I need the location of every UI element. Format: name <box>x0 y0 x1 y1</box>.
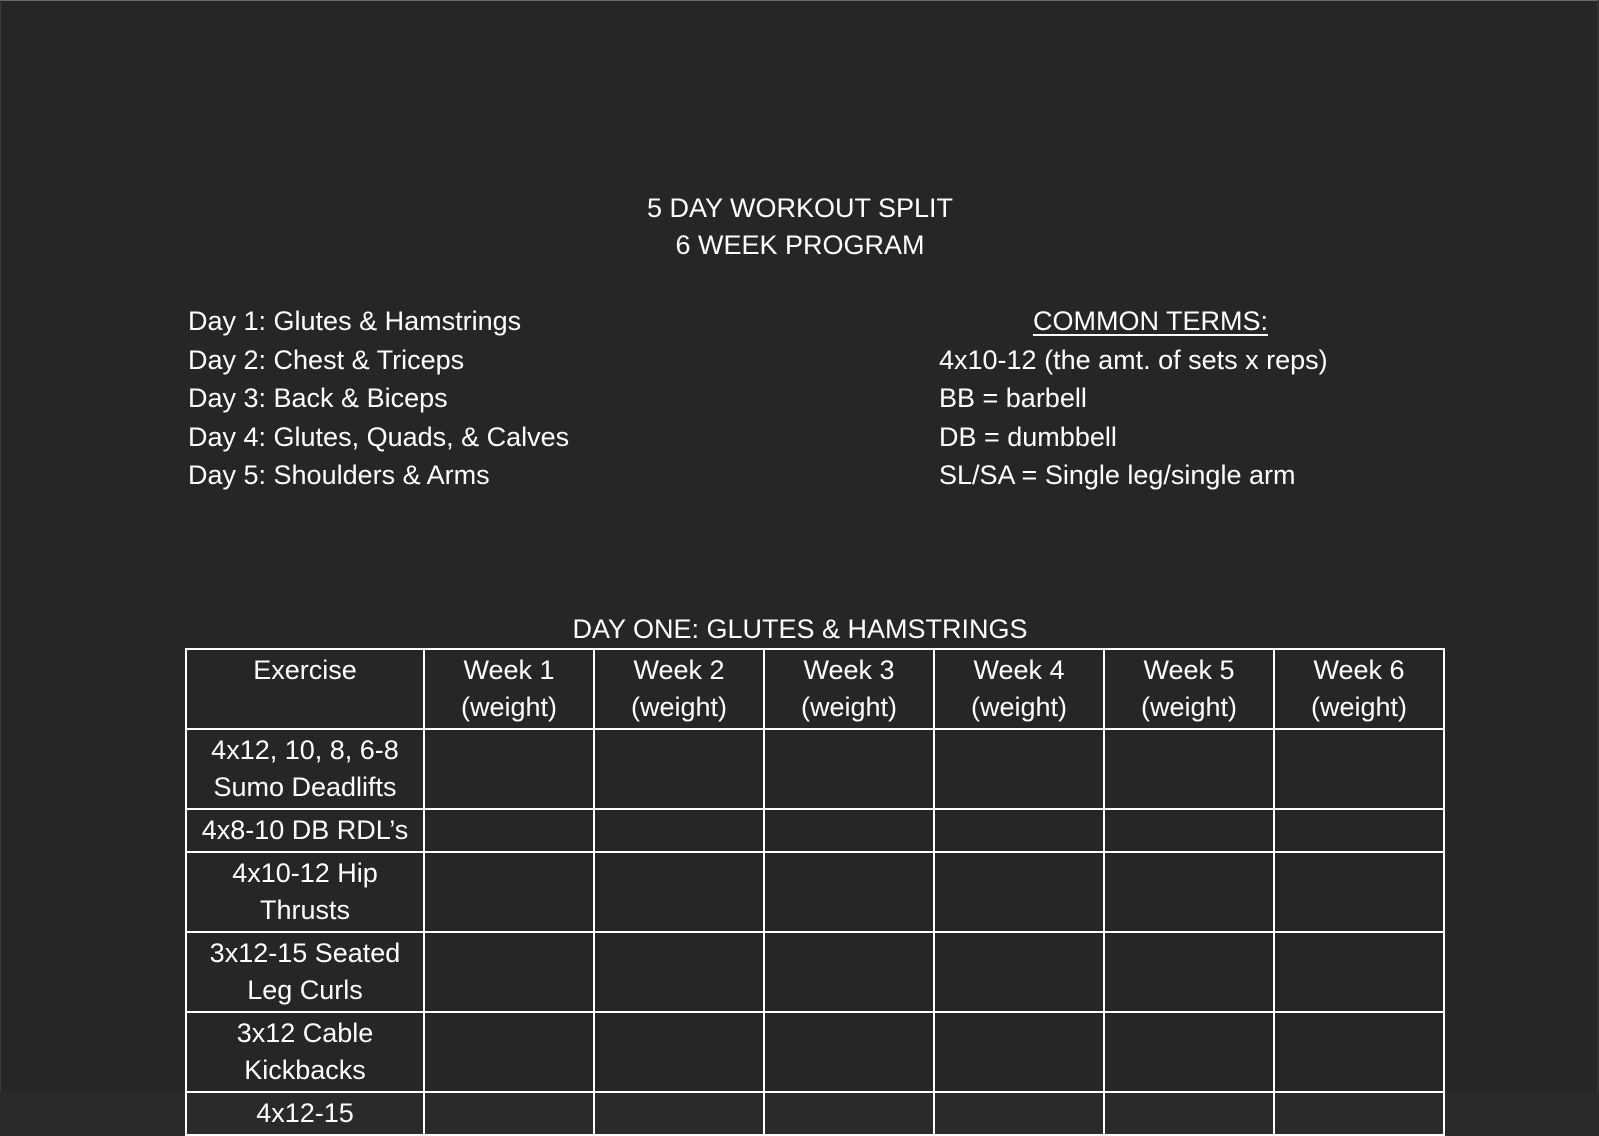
schedule-item-day-3: Day 3: Back & Biceps <box>188 383 448 413</box>
document-subtitle: 6 WEEK PROGRAM <box>675 230 925 260</box>
weight-entry-cell[interactable] <box>934 1012 1104 1092</box>
weight-entry-cell[interactable] <box>424 852 594 932</box>
table-row <box>186 1012 1444 1092</box>
weight-entry-cell[interactable] <box>594 852 764 932</box>
weight-entry-cell[interactable] <box>424 809 594 852</box>
exercise-column-header: Exercise <box>186 649 424 729</box>
weight-entry-cell[interactable] <box>594 932 764 1012</box>
week-4-column-header: Week 4 (weight) <box>934 649 1104 729</box>
exercise-cell: 4x10-12 Hip Thrusts <box>186 852 424 932</box>
weight-entry-cell[interactable] <box>1274 1012 1444 1092</box>
exercise-cell: 4x12-15 <box>186 1092 424 1135</box>
schedule-item-day-4: Day 4: Glutes, Quads, & Calves <box>188 421 570 452</box>
table-row <box>186 809 1444 852</box>
weight-entry-cell[interactable] <box>424 1092 594 1135</box>
week-2-column-header: Week 2 (weight) <box>594 649 764 729</box>
weight-entry-cell[interactable] <box>594 809 764 852</box>
weight-entry-cell[interactable] <box>934 852 1104 932</box>
weight-entry-cell[interactable] <box>1104 809 1274 852</box>
weight-entry-cell[interactable] <box>1274 852 1444 932</box>
term-item: 4x10-12 (the amt. of sets x reps) <box>939 344 1328 375</box>
weight-entry-cell[interactable] <box>934 729 1104 809</box>
weight-entry-cell[interactable] <box>594 1012 764 1092</box>
weight-entry-cell[interactable] <box>764 729 934 809</box>
schedule-item-day-1: Day 1: Glutes & Hamstrings <box>188 306 522 336</box>
table-header-row <box>186 649 1444 729</box>
table-row <box>186 1092 1444 1135</box>
table-row <box>186 852 1444 932</box>
weight-entry-cell[interactable] <box>1274 932 1444 1012</box>
weight-entry-cell[interactable] <box>594 1092 764 1135</box>
exercise-cell: 4x8-10 DB RDL’s <box>186 809 424 852</box>
weight-entry-cell[interactable] <box>1274 729 1444 809</box>
weekly-schedule-list <box>188 302 569 495</box>
common-terms-heading: COMMON TERMS: <box>1033 306 1268 336</box>
term-item: BB = barbell <box>939 383 1087 413</box>
weight-entry-cell[interactable] <box>1274 809 1444 852</box>
weight-entry-cell[interactable] <box>1104 1092 1274 1135</box>
weight-entry-cell[interactable] <box>424 729 594 809</box>
weight-entry-cell[interactable] <box>424 932 594 1012</box>
exercise-cell: 4x12, 10, 8, 6-8 Sumo Deadlifts <box>186 729 424 809</box>
week-5-column-header: Week 5 (weight) <box>1104 649 1274 729</box>
table-row <box>186 932 1444 1012</box>
weight-entry-cell[interactable] <box>764 809 934 852</box>
day-one-table-title: DAY ONE: GLUTES & HAMSTRINGS <box>572 614 1028 644</box>
term-item: SL/SA = Single leg/single arm <box>939 460 1296 490</box>
term-item: DB = dumbbell <box>939 421 1117 452</box>
week-6-column-header: Week 6 (weight) <box>1274 649 1444 729</box>
weight-entry-cell[interactable] <box>424 1012 594 1092</box>
weight-entry-cell[interactable] <box>1274 1092 1444 1135</box>
weight-entry-cell[interactable] <box>764 932 934 1012</box>
schedule-item-day-5: Day 5: Shoulders & Arms <box>188 460 490 490</box>
weight-entry-cell[interactable] <box>594 729 764 809</box>
weight-entry-cell[interactable] <box>1104 932 1274 1012</box>
schedule-item-day-2: Day 2: Chest & Triceps <box>188 344 465 375</box>
weight-entry-cell[interactable] <box>1104 852 1274 932</box>
weight-entry-cell[interactable] <box>934 1092 1104 1135</box>
weight-entry-cell[interactable] <box>764 1012 934 1092</box>
weight-entry-cell[interactable] <box>934 809 1104 852</box>
exercise-cell: 3x12 Cable Kickbacks <box>186 1012 424 1092</box>
week-3-column-header: Week 3 (weight) <box>764 649 934 729</box>
exercise-cell: 3x12-15 Seated Leg Curls <box>186 932 424 1012</box>
weight-entry-cell[interactable] <box>1104 729 1274 809</box>
table-row <box>186 729 1444 809</box>
common-terms-section <box>939 302 1328 495</box>
weight-entry-cell[interactable] <box>764 1092 934 1135</box>
weight-entry-cell[interactable] <box>1104 1012 1274 1092</box>
week-1-column-header: Week 1 (weight) <box>424 649 594 729</box>
weight-entry-cell[interactable] <box>764 852 934 932</box>
document-title: 5 DAY WORKOUT SPLIT <box>646 193 954 223</box>
weight-entry-cell[interactable] <box>934 932 1104 1012</box>
day-one-workout-table <box>185 648 1445 1136</box>
